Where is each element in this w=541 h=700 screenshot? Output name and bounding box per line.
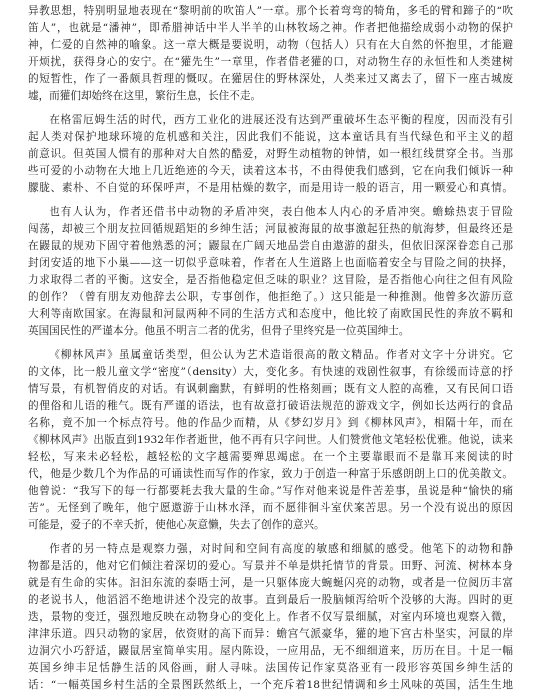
paragraph (28, 204, 513, 340)
paragraph (28, 112, 513, 197)
text-line: 边洞穴小巧舒适，鼹鼠居室简单实用。屋内陈设，一应用品，无不细细道来，历历在目。十足一幅 (28, 645, 513, 657)
text-line: 津津乐道。四只动物的家居，依资财的高下而异：蟾宫气派豪华，獾的地下宫古朴坚实，河鼠的岸 (28, 628, 513, 640)
text-line: 名称，竟不加一个标点符号。他的作品少而精，从《梦幻岁月》到《柳林风声》，相隔十年，而在 (28, 417, 513, 429)
text-line: 神，仁爱的自然神的喻象。这一章大概是要说明，动物（包括人）只有在大自然的怀抱里，才能避 (28, 39, 513, 51)
text-line: 在格雷厄姆生活的时代，西方工业化的进展还没有达到严重破坏生态平衡的程度，因而没有引 (49, 114, 513, 126)
text-line: 力求取得二者的平衡。这安全，是否指他稳定但乏味的职业？这冒险，是否指他心向往之但有风险 (28, 274, 513, 286)
text-line: 的老说书人，他滔滔不绝地讲述个没完的故事。直到最后一股脑倾泻给听个没够的大海。四时的更 (28, 594, 513, 606)
text-line: 英国国民性的严谨本分。他虽不明言二者的优劣，但骨子里终究是一位英国绅士。 (28, 325, 410, 337)
text-line: 也有人认为，作者还借书中动物的矛盾冲突，表白他本人内心的矛盾冲突。蟾蜍热衷于冒险 (49, 206, 513, 218)
text-line: 墟，而獾们却始终在这里，繁衍生息，长住不走。 (28, 90, 262, 102)
text-line: 在鼹鼠的规劝下固守着他熟悉的河；鼹鼠在广阔天地品尝自由遨游的甜头，但依旧深深眷恋自己那 (28, 240, 513, 252)
text-line: 他曾说：“我写下的每一行都要耗去我大量的生命。”写作对他来说是件苦差事，虽说是种“愉快的痛 (28, 485, 513, 497)
text-line: 闯荡，却被三个朋友拉回循规蹈矩的乡绅生活；河鼠被海鼠的故事激起狂热的航海梦，但最终还是 (28, 223, 513, 235)
text-line: 朦胧、素朴、不自觉的环保呼声，不是用枯燥的数字，而是用诗一般的语言，用一颗爱心和真情。 (28, 182, 513, 194)
text-line: 笛人”，也就是“潘神”，即希腊神话中半人半羊的山林牧场之神。作者把他描绘成弱小动物的保护 (28, 22, 513, 34)
text-line: 苦”。无怪到了晚年，他宁愿遨游于山林水泽，而不愿徘徊斗室伏案苦思。另一个没有说出的原因 (28, 502, 513, 514)
text-line: 些可爱的小动物在大地上几近绝迹的今天，读着这本书，不由得使我们感到，它在向我们倾诉一种 (28, 165, 513, 177)
text-line: 作者的另一特点是观察力强，对时间和空间有高度的敏感和细腻的感受。他笔下的动物和静 (49, 543, 513, 555)
text-line: 前意识。但英国人惯有的那种对大自然的酷爱，对野生动植物的钟情，如一根红线贯穿全书。当那 (28, 148, 513, 160)
paragraph (28, 541, 513, 694)
text-line: 的创作？（曾有朋友劝他辞去公职，专事创作，他拒绝了。）这只能是一种推测。他曾多次游历意 (28, 291, 513, 303)
text-line: 话：“一幅英国乡村生活的全景图跃然纸上，一个充斥着18世纪情调和乡土风味的英国，活生生地 (28, 679, 513, 691)
text-line: 的俚俗和儿语的稚气。既有严谨的语法，也有故意打破语法规范的游戏文字，例如长达两行的食品 (28, 400, 513, 412)
paragraph (28, 347, 513, 534)
text-line: 大利等南欧国家。在海鼠和河鼠两种不同的生活方式和态度中，他比较了南欧国民性的奔放不羁和 (28, 308, 513, 320)
text-line: 的短暂性，作了一番颇具哲理的慨叹。在獾居住的野林深处，人类来过又离去了，留下一座古城废 (28, 73, 513, 85)
text-line: 异教思想，特别明显地表现在“黎明前的吹笛人”一章。那个长着弯弯的犄角，多毛的臂和蹄子的“吹 (28, 5, 513, 17)
text-line: 物都是活的，他对它们倾注着深切的爱心。写景并不单是烘托情节的背景。田野、河流、树林本身 (28, 560, 513, 572)
text-line: 开烦扰，获得身心的安宁。在“獾先生”一章里，作者借老獾的口，对动物生存的永恒性和人类建树 (28, 56, 513, 68)
text-line: 轻松，写来未必轻松，越轻松的文字越需要殚思竭虑。在一个主要靠眼而不是靠耳来阅读的时 (28, 451, 513, 463)
text-line: 的文体，比一般儿童文学“密度”（density）大，变化多。有快速的戏剧性叙事，有徐缓而诗意的抒 (28, 366, 513, 378)
text-line: 英国乡绅丰足恬静生活的风俗画，耐人寻味。法国传记作家莫洛亚有一段形容英国乡绅生活的 (28, 662, 513, 674)
text-line: 封闭安适的地下小巢——这一切似乎意味着，作者在人生道路上也面临着安全与冒险之间的抉择， (28, 257, 513, 269)
text-line: 可能是，爱子的不幸夭折，使他心灰意懒，失去了创作的意兴。 (28, 519, 325, 531)
text-line: 情写景，有机智俏皮的对话。有讽刺幽默，有鲜明的性格刻画；既有文人腔的高雅，又有民间口语 (28, 383, 513, 395)
text-line: 《柳林风声》出版直到1932年作者逝世，他不再有只字问世。人们赞赏他文笔轻松优雅。他说，读来 (28, 434, 513, 446)
text-line: 就是有生命的实体。汩汩东流的泰晤士河，是一只躯体庞大蜿蜒闪亮的动物，或者是一位阅历丰富 (28, 577, 513, 589)
text-line: 《柳林风声》虽属童话类型，但公认为艺术造诣很高的散文精品。作者对文字十分讲究。它 (49, 349, 513, 361)
text-line: 迭，景物的变迁，强烈地反映在动物身心的变化上。作者不仅写景细腻，对室内环境也观察入微， (28, 611, 513, 623)
text-line: 代，他是少数几个为作品的可诵读性而写作的作家，致力于创造一种富于乐感朗朗上口的优美散文。 (28, 468, 513, 480)
paragraph (28, 3, 513, 105)
text-line: 起人类对保护地球环境的危机感和关注，因此我们不能说，这本童话具有当代绿色和平主义的超 (28, 131, 513, 143)
